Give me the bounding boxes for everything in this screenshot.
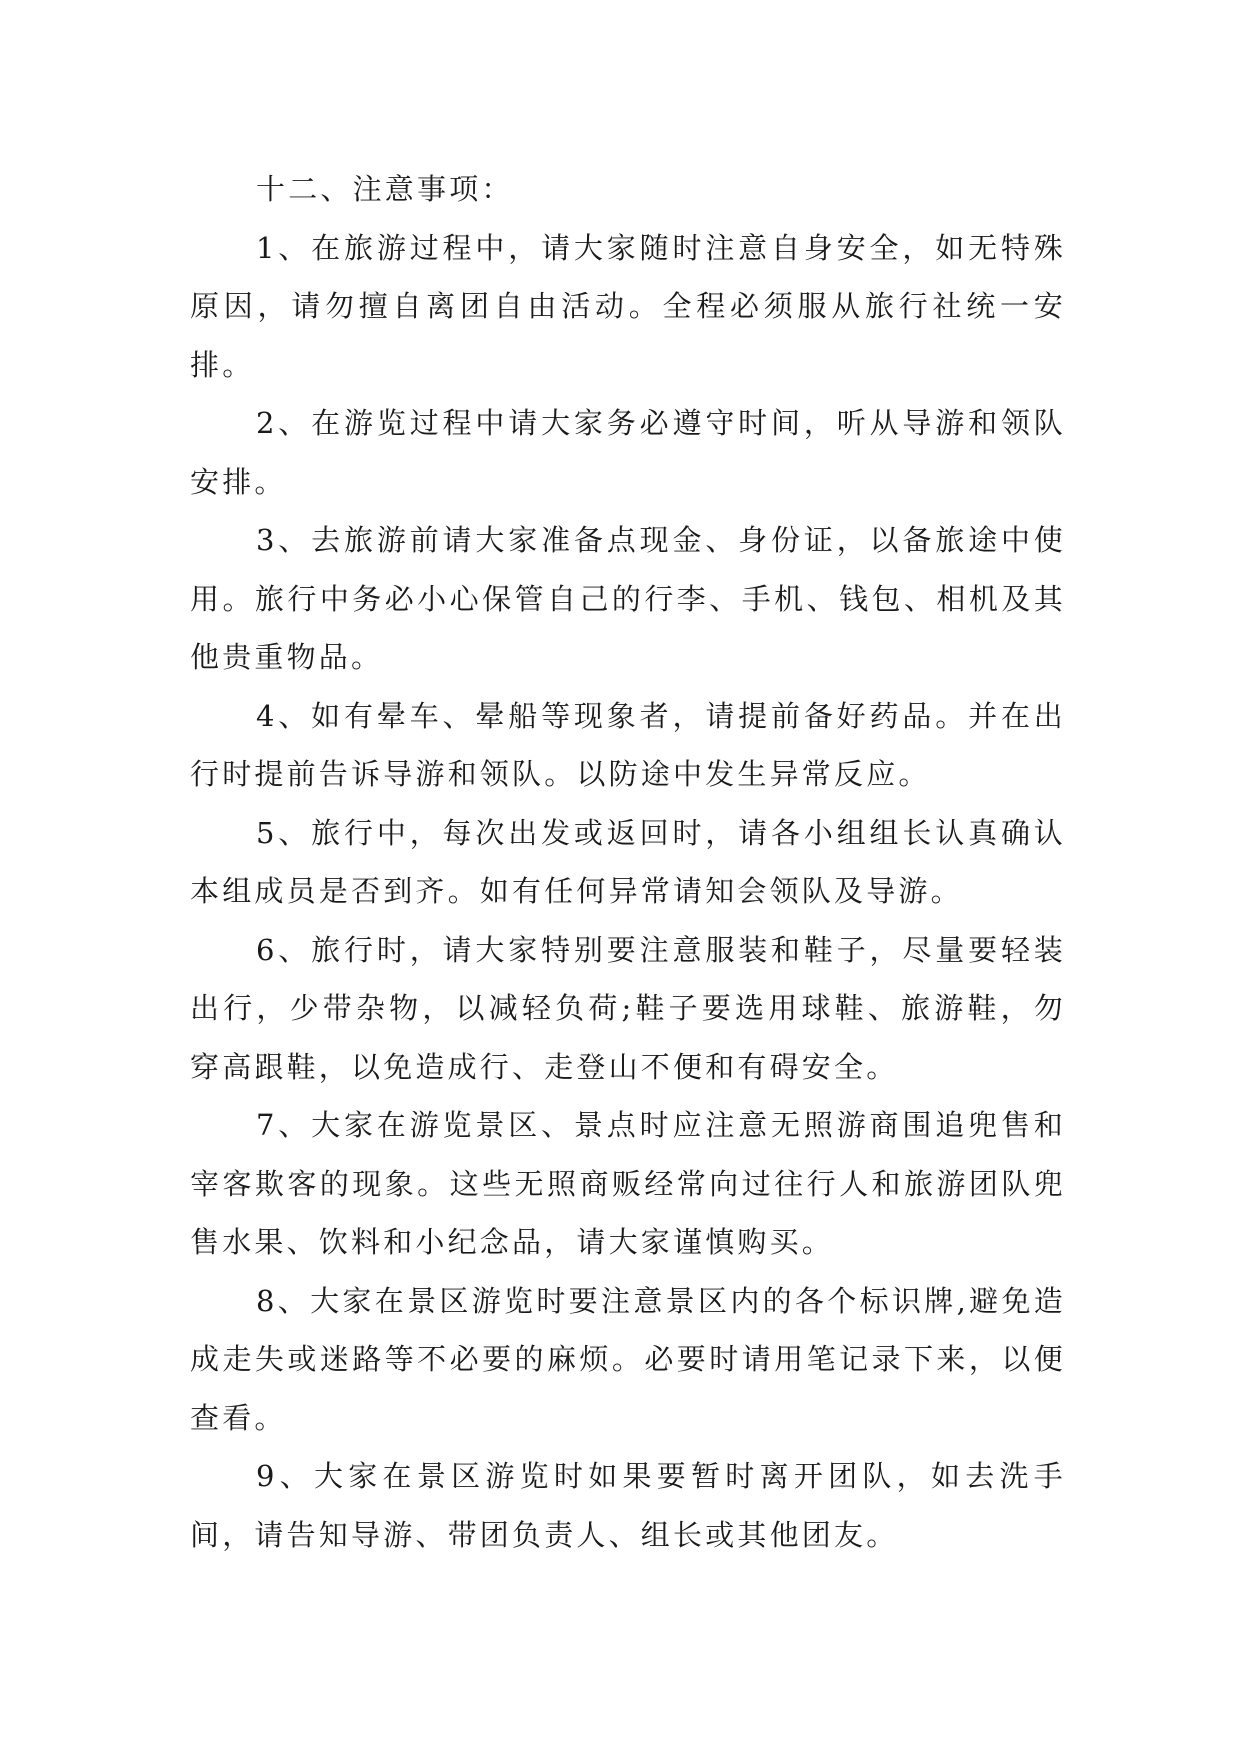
paragraph-6: 6、旅行时，请大家特别要注意服装和鞋子，尽量要轻装出行，少带杂物，以减轻负荷;鞋子要选用球鞋、旅游鞋，勿穿高跟鞋，以免造成行、走登山不便和有碍安全。	[190, 932, 1066, 1084]
paragraph-2: 2、在游览过程中请大家务必遵守时间，听从导游和领队安排。	[190, 406, 1066, 499]
section-heading: 十二、注意事项：	[256, 172, 514, 206]
paragraph-7: 7、大家在游览景区、景点时应注意无照游商围追兜售和宰客欺客的现象。这些无照商贩经常向过往行人和旅游团队兜售水果、饮料和小纪念品，请大家谨慎购买。	[190, 1108, 1066, 1259]
document-body	[190, 160, 1066, 1564]
paragraph-5: 5、旅行中，每次出发或返回时，请各小组组长认真确认本组成员是否到齐。如有任何异常请知会领队及导游。	[190, 815, 1066, 908]
paragraph-1: 1、在旅游过程中，请大家随时注意自身安全，如无特殊原因，请勿擅自离团自由活动。全程必须服从旅行社统一安排。	[190, 230, 1066, 382]
paragraph-3: 3、去旅游前请大家准备点现金、身份证，以备旅途中使用。旅行中务必小心保管自己的行李、手机、钱包、相机及其他贵重物品。	[190, 523, 1066, 674]
paragraph-8: 8、大家在景区游览时要注意景区内的各个标识牌,避免造成走失或迷路等不必要的麻烦。必要时请用笔记录下来，以便查看。	[190, 1283, 1066, 1435]
paragraph-9: 9、大家在景区游览时如果要暂时离开团队，如去洗手间，请告知导游、带团负责人、组长或其他团友。	[190, 1459, 1066, 1552]
paragraph-4: 4、如有晕车、晕船等现象者，请提前备好药品。并在出行时提前告诉导游和领队。以防途中发生异常反应。	[190, 698, 1066, 791]
